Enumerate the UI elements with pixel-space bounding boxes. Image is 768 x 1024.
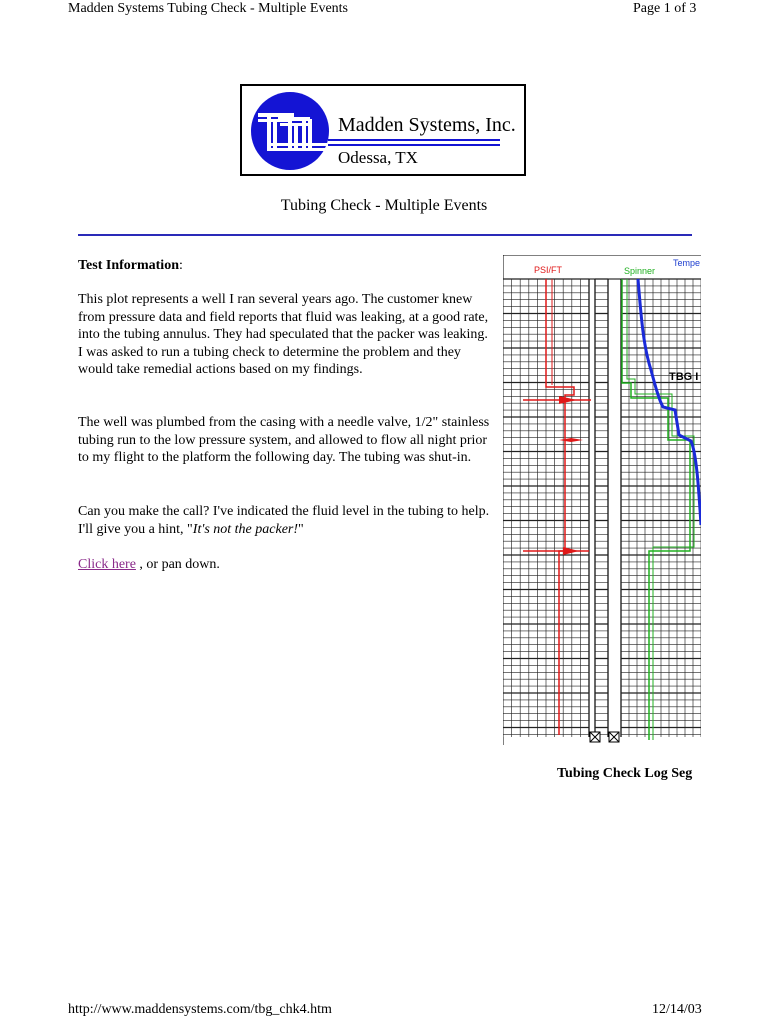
paragraph-4 — [78, 556, 490, 574]
pan-down-text: , or pan down. — [135, 557, 220, 572]
company-location: Odessa, TX — [338, 148, 418, 167]
footer-date: 12/14/03 — [652, 1002, 702, 1017]
paragraph-3-end: " — [298, 521, 304, 537]
tubing-check-log — [503, 255, 701, 745]
test-info-colon: : — [179, 258, 183, 273]
paragraph-1: This plot represents a well I ran several years ago. The customer knew from pressure data and field reports that fluid was leaking, at a good rate, into the tubing annulus. They had speculated that the packer was leaking. I was asked to run a tubing check to determine the problem and they would take remedial actions based on my findings. — [78, 292, 489, 378]
track-label-spinner: Spinner — [624, 266, 656, 276]
title-divider — [78, 234, 692, 236]
test-info-heading — [78, 257, 490, 275]
paragraph-3-hint: It's not the packer! — [192, 521, 299, 537]
track-label-psi: PSI/FT — [534, 265, 563, 275]
log-caption: Tubing Check Log Seg — [557, 766, 693, 781]
log-annotation: TBG I — [669, 371, 699, 383]
company-logo — [240, 84, 526, 176]
page-title: Tubing Check - Multiple Events — [280, 197, 488, 214]
track-label-temperature: Tempe — [673, 258, 701, 268]
page-number: Page 1 of 3 — [633, 1, 697, 16]
footer-url: http://www.maddensystems.com/tbg_chk4.htm — [68, 1002, 332, 1017]
company-name: Madden Systems, Inc. — [338, 114, 516, 136]
test-info-label: Test Information — [78, 258, 179, 273]
click-here-link[interactable]: Click here — [78, 557, 136, 572]
paragraph-3 — [78, 503, 490, 538]
paragraph-2: The well was plumbed from the casing with a needle valve, 1/2" stainless tubing run to the low pressure system, and allowed to flow all night prior to my flight to the platform the following day. The tubing was shut-in. — [78, 415, 490, 466]
log-plot — [503, 255, 701, 745]
paragraph-3-main: Can you make the call? I've indicated the fluid level in the tubing to help. I'll give you a hint, " — [78, 504, 490, 537]
logo-stripes — [328, 139, 500, 148]
document-header-title: Madden Systems Tubing Check - Multiple Events — [68, 1, 348, 16]
madden-logo-icon — [250, 90, 332, 172]
